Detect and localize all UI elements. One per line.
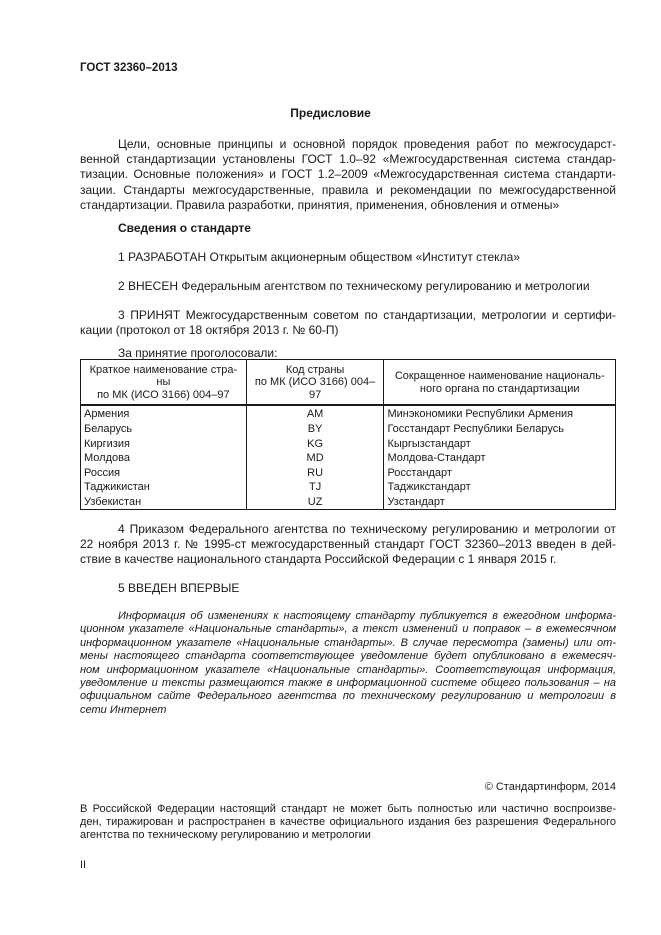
info-item-3-line: 3 ПРИНЯТ Межгосударственным советом по стандартизации, метрологии и сертифи-	[118, 308, 616, 322]
table-row	[81, 495, 616, 510]
foreword-line: тизации. Основные положения» и ГОСТ 1.2–2009 «Межгосударственная система стандарти-	[80, 167, 616, 182]
foreword-line: венной стандартизации установлены ГОСТ 1.0–92 «Межгосударственная система стандар-	[80, 152, 616, 167]
foreword-title: Предисловие	[290, 106, 371, 120]
document-number: ГОСТ 32360–2013	[80, 62, 178, 74]
notice-line: ном информационном указателе «Национальные стандарты». Соответствующая информация,	[80, 663, 616, 676]
vote-label: За принятие проголосовали:	[118, 346, 278, 360]
foreword-line: Цели, основные принципы и основной порядок проведения работ по межгосударст-	[118, 137, 616, 151]
standards-body-cell: Молдова-Стандарт	[384, 451, 616, 466]
notice-line: ционном указателе «Национальные стандарты», а текст изменений и поправок – в ежемесячном	[80, 623, 616, 636]
table-row	[81, 480, 616, 495]
notice-line: сети Интернет	[80, 703, 167, 716]
country-cell: Армения	[81, 405, 247, 422]
code-cell: UZ	[246, 495, 384, 510]
code-cell: KG	[246, 436, 384, 451]
voting-table	[80, 359, 616, 510]
notice-line: информационном указателе «Национальные стандарты». В случае пересмотра (замены) или от-	[80, 636, 616, 649]
foreword-paragraph	[80, 137, 616, 213]
foreword-line: зации. Стандарты межгосударственные, правила и рекомендации по межгосударственной	[80, 182, 616, 197]
code-cell: AM	[246, 405, 384, 422]
country-cell: Молдова	[81, 451, 247, 466]
info-item-4-line: ствие в качестве национального стандарта Российской Федерации с 1 января 2015 г.	[80, 552, 557, 567]
standards-body-cell: Росстандарт	[384, 466, 616, 481]
info-item-4	[80, 522, 616, 568]
reproduction-line: ден, тиражирован и распространен в качестве официального издания без разрешения Федерального	[80, 816, 616, 829]
code-cell: RU	[246, 466, 384, 481]
standards-body-cell: Кыргызстандарт	[384, 436, 616, 451]
code-cell: TJ	[246, 480, 384, 495]
info-item-3-line: кации (протокол от 18 октября 2013 г. № 60-П)	[80, 323, 339, 338]
table-row	[81, 422, 616, 437]
code-cell: MD	[246, 451, 384, 466]
notice-line: официальном сайте Федерального агентства по техническому регулированию и метрологии в	[80, 690, 616, 703]
info-item-4-line: 22 ноября 2013 г. № 1995-ст межгосударственный стандарт ГОСТ 32360–2013 введен в дей-	[80, 537, 616, 552]
standards-body-cell: Таджикстандарт	[384, 480, 616, 495]
country-cell: Киргизия	[81, 436, 247, 451]
info-item-2: 2 ВНЕСЕН Федеральным агентством по техническому регулированию и метрологии	[118, 279, 590, 293]
reproduction-notice	[80, 803, 616, 843]
reproduction-line: агентства по техническому регулированию и метрологии	[80, 829, 371, 842]
notice-line: уведомление и тексты размещаются также в информационной системе общего пользования – на	[80, 677, 616, 690]
info-item-5: 5 ВВЕДЕН ВПЕРВЫЕ	[118, 581, 240, 595]
table-row	[81, 451, 616, 466]
info-section-title: Сведения о стандарте	[118, 221, 251, 235]
foreword-line: стандартизации. Правила разработки, принятия, применения, обновления и отмены»	[80, 197, 560, 212]
info-item-1: 1 РАЗРАБОТАН Открытым акционерным обществом «Институт стекла»	[118, 250, 520, 264]
standards-body-cell: Минэкономики Республики Армения	[384, 405, 616, 422]
standards-body-cell: Госстандарт Республики Беларусь	[384, 422, 616, 437]
reproduction-line: В Российской Федерации настоящий стандарт не может быть полностью или частично воспроизве-	[80, 803, 616, 815]
column-header-code: Код страны по МК (ИСО 3166) 004– 97	[246, 360, 384, 406]
country-cell: Беларусь	[81, 422, 247, 437]
page-number: II	[80, 859, 87, 871]
code-cell: BY	[246, 422, 384, 437]
column-header-country: Краткое наименование стра- ны по МК (ИСО 3166) 004–97	[81, 360, 247, 406]
change-notice	[80, 610, 616, 717]
standards-body-cell: Узстандарт	[384, 495, 616, 510]
table-row	[81, 436, 616, 451]
table-row	[81, 405, 616, 422]
table-row	[81, 466, 616, 481]
table-header-row	[81, 360, 616, 406]
info-item-3	[80, 308, 616, 338]
notice-line: мены настоящего стандарта соответствующее уведомление будет опубликовано в ежемесяч-	[80, 650, 616, 663]
country-cell: Таджикистан	[81, 480, 247, 495]
notice-line: Информация об изменениях к настоящему стандарту публикуется в ежегодном информа-	[118, 610, 616, 622]
info-item-4-line: 4 Приказом Федерального агентства по техническому регулированию и метрологии от	[118, 522, 616, 536]
column-header-body: Сокращенное наименование националь- ного органа по стандартизации	[384, 360, 616, 406]
copyright-notice: © Стандартинформ, 2014	[484, 781, 616, 793]
country-cell: Узбекистан	[81, 495, 247, 510]
country-cell: Россия	[81, 466, 247, 481]
